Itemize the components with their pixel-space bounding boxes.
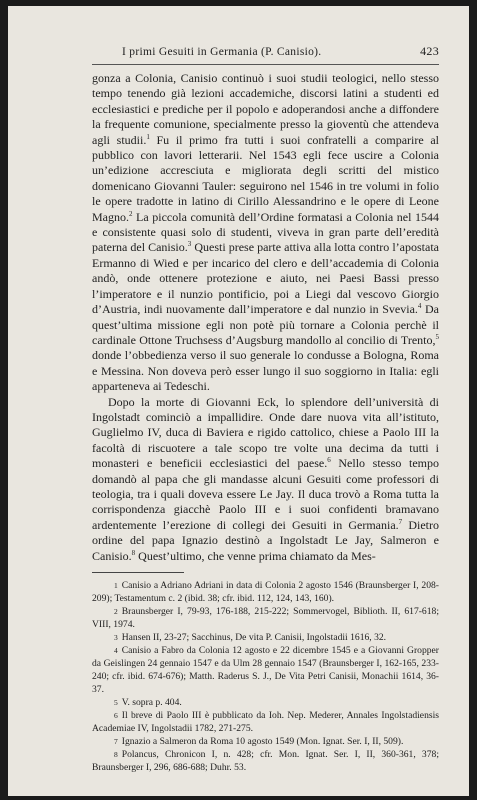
footnote-text: Ignazio a Salmeron da Roma 10 agosto 1549 (Mon. Ignat. Ser. I, II, 509).	[121, 736, 404, 747]
footnote-ref: 7	[398, 517, 403, 526]
footnote-ref: 6	[327, 456, 331, 465]
text-run: Fu il primo fra tutti i suoi confratelli a comparire al pubblico con lavori letterarii. Nel 1543 egli fece uscire a Colonia un’edizione accresciuta e migliorata degli scritti del mistico domenicano Giovanni Tauler: seguirono nel 1546 in tre volumi in folio le opere tradotte in latino di Cirillo Alessandrino e le opere di Leone Magno.	[92, 132, 439, 224]
footnote	[92, 579, 439, 605]
main-text	[92, 71, 439, 564]
footnote-number: 5	[114, 698, 118, 707]
text-run: Nello stesso tempo domandò al papa che gli mandasse alcuni Gesuiti come professori di teologia, tra i quali doveva essere Le Jay. Il duca trovò a Roma tutta la corrispondenza giacchè Paolo III e i suoi confidenti bramavano ardentemente l’erezione di collegi dei Gesuiti in Germania.	[92, 456, 440, 532]
running-header	[92, 44, 439, 65]
footnote	[92, 748, 439, 774]
text-run: Da quest’ultima missione egli non potè più tornare a Colonia perchè il cardinale Ottone Truchsess d’Augsburg mandollo al concilio di Trento,	[92, 302, 439, 347]
text-run: donde l’obbedienza verso il suo generale lo condusse a Bologna, Roma e Messina. Non doveva però esser lungo il suo soggiorno in Italia: egli apparteneva ai Tedeschi.	[92, 348, 439, 394]
footnote	[92, 735, 439, 748]
footnote-number: 3	[114, 633, 118, 642]
paragraph	[92, 71, 439, 395]
text-run: gonza a Colonia, Canisio continuò i suoi studii teologici, nello stesso tempo tenendo già lezioni accademiche, discorsi latini a studenti ed ecclesiastici e prediche per il popolo e adoperandosi anche a diffondere la frequente comunione, specialmente presso la gioventù che attendeva agli studii.	[92, 71, 439, 147]
footnote-text: Polancus, Chronicon I, n. 428; cfr. Mon. Ignat. Ser. I, II, 360-361, 378; Braunsberger I, 296, 686-688; Duhr. 53.	[92, 749, 439, 773]
footnote-ref: 2	[129, 209, 133, 218]
paragraph	[92, 395, 439, 564]
footnote-ref: 8	[131, 548, 136, 557]
footnote-ref: 5	[435, 332, 439, 341]
footnote-text: Canisio a Adriano Adriani in data di Colonia 2 agosto 1546 (Braunsberger I, 208-209); Testamentum c. 2 (ibid. 38; cfr. ibid. 112, 124, 143, 160).	[92, 580, 439, 604]
footnote-number: 8	[114, 750, 118, 759]
footnote	[92, 605, 439, 631]
footnote-number: 6	[114, 711, 118, 720]
footnote	[92, 696, 439, 709]
footnote-ref: 3	[187, 240, 192, 249]
footnote-number: 1	[114, 581, 118, 590]
footnote-text: Il breve di Paolo III è pubblicato da Ioh. Nep. Mederer, Annales Ingolstadiensis Academiae IV, Ingolstadii 1782, 271-275.	[92, 710, 439, 734]
footnote	[92, 644, 439, 696]
text-run: Quest’ultimo, che venne prima chiamato da Mes-	[135, 548, 376, 563]
footnotes	[92, 579, 439, 774]
footnote	[92, 709, 439, 735]
text-run: Questi prese parte attiva alla lotta contro l’apostata Ermanno di Wied e per incarico del clero e dell’accademia di Colonia andò, onde ottenere protezione e aiuto, nei Paesi Bassi presso l’imperatore e il nunzio pontificio, poi a Liegi dal vescovo Giorgio d’Austria, indi nuovamente dall’imperatore e dal nunzio in Svevia.	[92, 240, 439, 317]
running-title: I primi Gesuiti in Germania (P. Canisio).	[122, 46, 322, 58]
footnote-ref: 1	[146, 132, 150, 141]
footnote-number: 2	[114, 607, 118, 616]
footnote-text: V. sopra p. 404.	[121, 697, 182, 708]
text-run: La piccola comunità dell’Ordine formatasi a Colonia nel 1544 e consistente quasi solo di studenti, viveva in gran parte dell’eredità paterna del Canisio.	[92, 209, 439, 255]
footnote-ref: 4	[417, 302, 422, 311]
footnote	[92, 631, 439, 644]
text-run: Dietro ordine del papa Ignazio destinò a Ingolstadt Le Jay, Salmeron e Canisio.	[92, 517, 439, 563]
footnote-divider	[92, 572, 184, 573]
footnote-text: Hansen II, 23-27; Sacchinus, De vita P. Canisii, Ingolstadii 1616, 32.	[121, 632, 387, 643]
footnote-number: 7	[114, 737, 118, 746]
text-run: Dopo la morte di Giovanni Eck, lo splendore dell’università di Ingolstadt cominciò a impallidire. Onde dare nuova vita all’istituto, Guglielmo IV, duca di Baviera e rigido cattolico, chiese a Paolo III la facoltà di riscuotere a tale scopo tre volte una decima da tutti i monasteri e beneficii ecclesiastici del paese.	[92, 394, 439, 471]
footnote-number: 4	[114, 646, 118, 655]
footnote-text: Canisio a Fabro da Colonia 12 agosto e 22 dicembre 1545 e a Giovanni Gropper da Geislingen 24 gennaio 1547 e da Ulm 28 gennaio 1547 (Braunsberger I, 162-165, 233-240; cfr. ibid. 674-676); Matth. Raderus S. J., De Vita Petri Canisii, Monachii 1614, 36-37.	[92, 645, 439, 695]
page-number: 423	[420, 44, 439, 58]
book-page	[8, 6, 469, 796]
footnote-text: Braunsberger I, 79-93, 176-188, 215-222; Sommervogel, Biblioth. II, 617-618; VIII, 1974.	[92, 606, 439, 630]
